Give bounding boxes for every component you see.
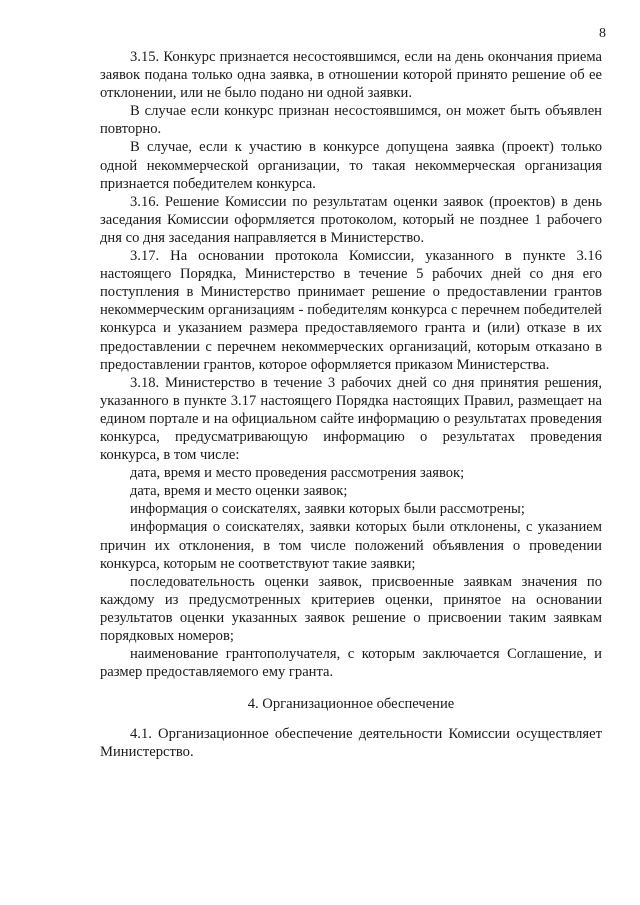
paragraph-3-15: 3.15. Конкурс признается несостоявшимся, если на день окончания приема заявок подана только одна заявка, в отношении которой принято решение об ее отклонении, или не было подано ни одной заявки. — [100, 49, 602, 102]
paragraph-3-16: 3.16. Решение Комиссии по результатам оценки заявок (проектов) в день заседания Комиссии оформляется протоколом, который не позднее 1 рабочего дня со дня заседания направляется в Министерство. — [100, 193, 602, 246]
list-item-grant-recipient: наименование грантополучателя, с которым заключается Соглашение, и размер предоставляемого ему гранта. — [100, 646, 602, 681]
paragraph-3-18: 3.18. Министерство в течение 3 рабочих дней со дня принятия решения, указанного в пункте 3.17 настоящего Порядка настоящих Правил, размещает на едином портале и на официальном сайте информацию о результатах проведения конкурса, предусматривающую информацию о результатах проведения конкурса, в том числе: — [100, 374, 602, 464]
list-item-evaluation-sequence: последовательность оценки заявок, присвоенные заявкам значения по каждому из предусмотренных критериев оценки, принятое на основании результатов оценки указанных заявок решение о присвоении таким заявкам порядковых номеров; — [100, 573, 602, 644]
section-heading: 4. Организационное обеспечение — [247, 696, 455, 713]
list-item-review-date: дата, время и место проведения рассмотрения заявок; — [130, 465, 465, 482]
paragraph-single-applicant: В случае, если к участию в конкурсе допущена заявка (проект) только одной некоммерческой организации, то такая некоммерческая организация признается победителем конкурса. — [100, 139, 602, 192]
paragraph-3-17: 3.17. На основании протокола Комиссии, указанного в пункте 3.16 настоящего Порядка, Министерство в течение 5 рабочих дней со дня его поступления в Министерство принимает решение о предоставлении грантов некоммерческим организациям - победителям конкурса с перечнем победителей конкурса и указанием размера предоставляемого гранта и (или) отказе в их предоставлении с перечнем некоммерческих организаций, которым отказано в предоставлении грантов, которое оформляется приказом Министерства. — [100, 248, 602, 373]
document-body — [100, 48, 602, 762]
page-number: 8 — [599, 26, 606, 41]
paragraph-repeat-announcement: В случае если конкурс признан несостоявшимся, он может быть объявлен повторно. — [100, 103, 602, 138]
list-item-evaluation-date: дата, время и место оценки заявок; — [130, 483, 348, 500]
list-item-reviewed-applicants: информация о соискателях, заявки которых были рассмотрены; — [130, 501, 525, 518]
list-item-rejected-applicants: информация о соискателях, заявки которых были отклонены, с указанием причин их отклонения, в том числе положений объявления о проведении конкурса, которым не соответствуют такие заявки; — [100, 519, 602, 572]
paragraph-4-1: 4.1. Организационное обеспечение деятельности Комиссии осуществляет Министерство. — [100, 726, 602, 761]
